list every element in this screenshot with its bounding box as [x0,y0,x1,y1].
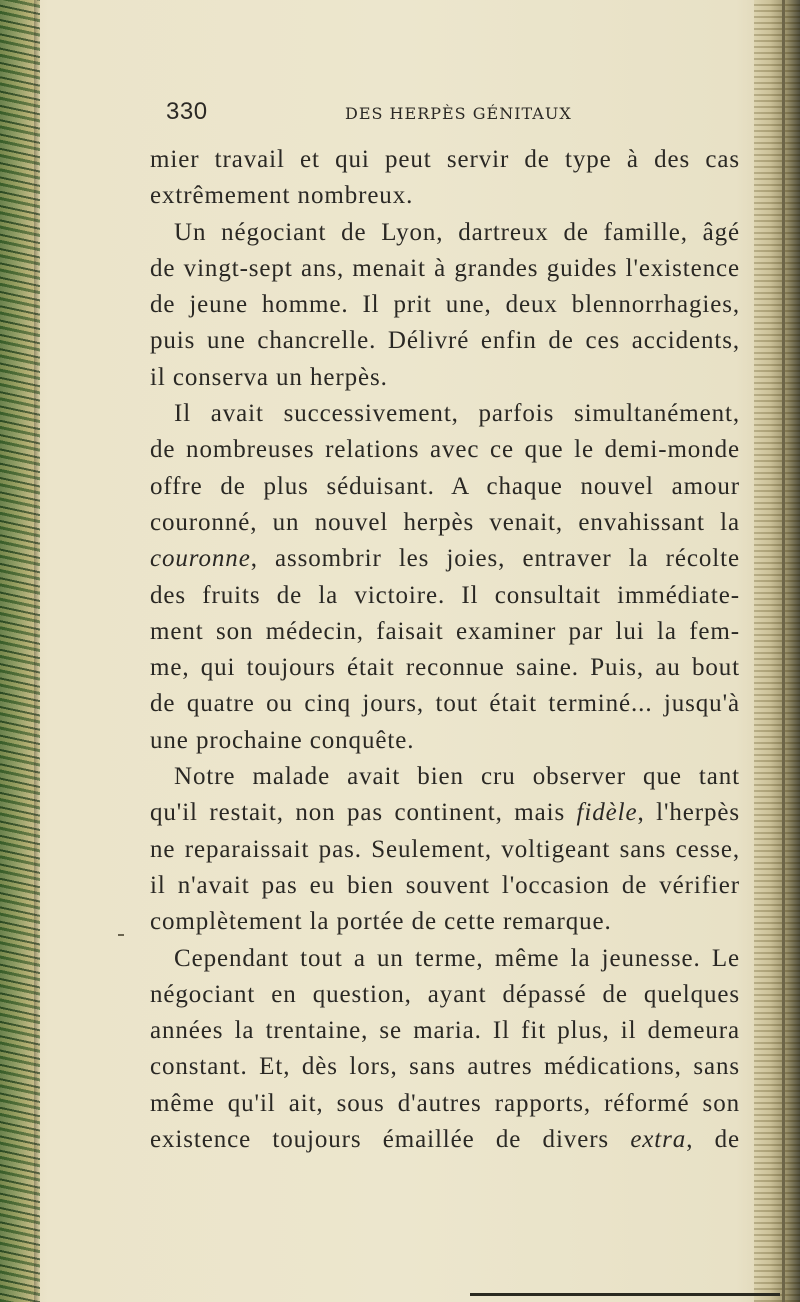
text-line: puis une chancrelle. Délivré enfin de ces accidents, [150,327,740,355]
text-line: ment son médecin, faisait examiner par lui la fem- [150,617,740,645]
text-line: de nombreuses relations avec ce que le demi-monde [150,436,740,464]
text-line: négociant en question, ayant dépassé de quelques [150,980,740,1008]
text-run: , assombrir les joies, entraver la récolte [250,545,740,573]
text-line: de vingt-sept ans, menait à grandes guides l'existence [150,254,740,282]
text-line: il conserva un herpès. [150,363,388,391]
text-line: me, qui toujours était reconnue saine. Puis, au bout [150,654,740,682]
text-line: années la trentaine, se maria. Il fit plus, il demeura [150,1017,740,1045]
text-run: existence toujours émaillée de divers [150,1126,631,1154]
text-line [150,1122,740,1158]
book-binding-edge [0,0,40,1302]
text-line: offre de plus séduisant. A chaque nouvel amour [150,472,740,500]
italic-word: fidèle [576,799,638,827]
text-line: Notre malade avait bien cru observer que tant [174,763,740,791]
text-line: il n'avait pas eu bien souvent l'occasion de vérifier [150,871,740,899]
text-run: , l'herpès [637,799,740,827]
text-run: , de [686,1126,740,1154]
text-line: des fruits de la victoire. Il consultait immédiate- [150,581,740,609]
text-line: une prochaine conquête. [150,726,415,754]
page-content [150,98,740,1158]
text-run: qu'il restait, non pas continent, mais [150,799,577,827]
text-line: extrêmement nombreux. [150,182,414,210]
text-line: Cependant tout a un terme, même la jeunesse. Le [174,944,740,972]
text-line: Un négociant de Lyon, dartreux de famille, âgé [174,218,740,246]
text-line: complètement la portée de cette remarque. [150,908,612,936]
text-line [150,795,740,831]
body-text [150,142,740,1158]
text-line: Il avait successivement, parfois simultanément, [174,400,740,428]
italic-word: couronne [150,545,251,573]
margin-mark [118,934,124,936]
running-head: DES HERPÈS GÉNITAUX [345,104,572,123]
text-line: ne reparaissait pas. Seulement, voltigeant sans cesse, [150,835,740,863]
text-line [150,541,740,577]
page-number: 330 [166,98,208,125]
text-line: de quatre ou cinq jours, tout était terminé... jusqu'à [150,690,740,718]
text-line: de jeune homme. Il prit une, deux blennorrhagies, [150,291,740,319]
text-line: mier travail et qui peut servir de type à des cas [150,146,740,173]
text-line: couronné, un nouvel herpès venait, envahissant la [150,508,740,536]
page-header [150,98,740,138]
text-line: même qu'il ait, sous d'autres rapports, réformé son [150,1089,740,1117]
italic-word: extra [630,1126,687,1154]
page-edge-shadow [754,0,800,1302]
text-line: constant. Et, dès lors, sans autres médications, sans [150,1053,740,1081]
bottom-edge-line [470,1293,780,1296]
